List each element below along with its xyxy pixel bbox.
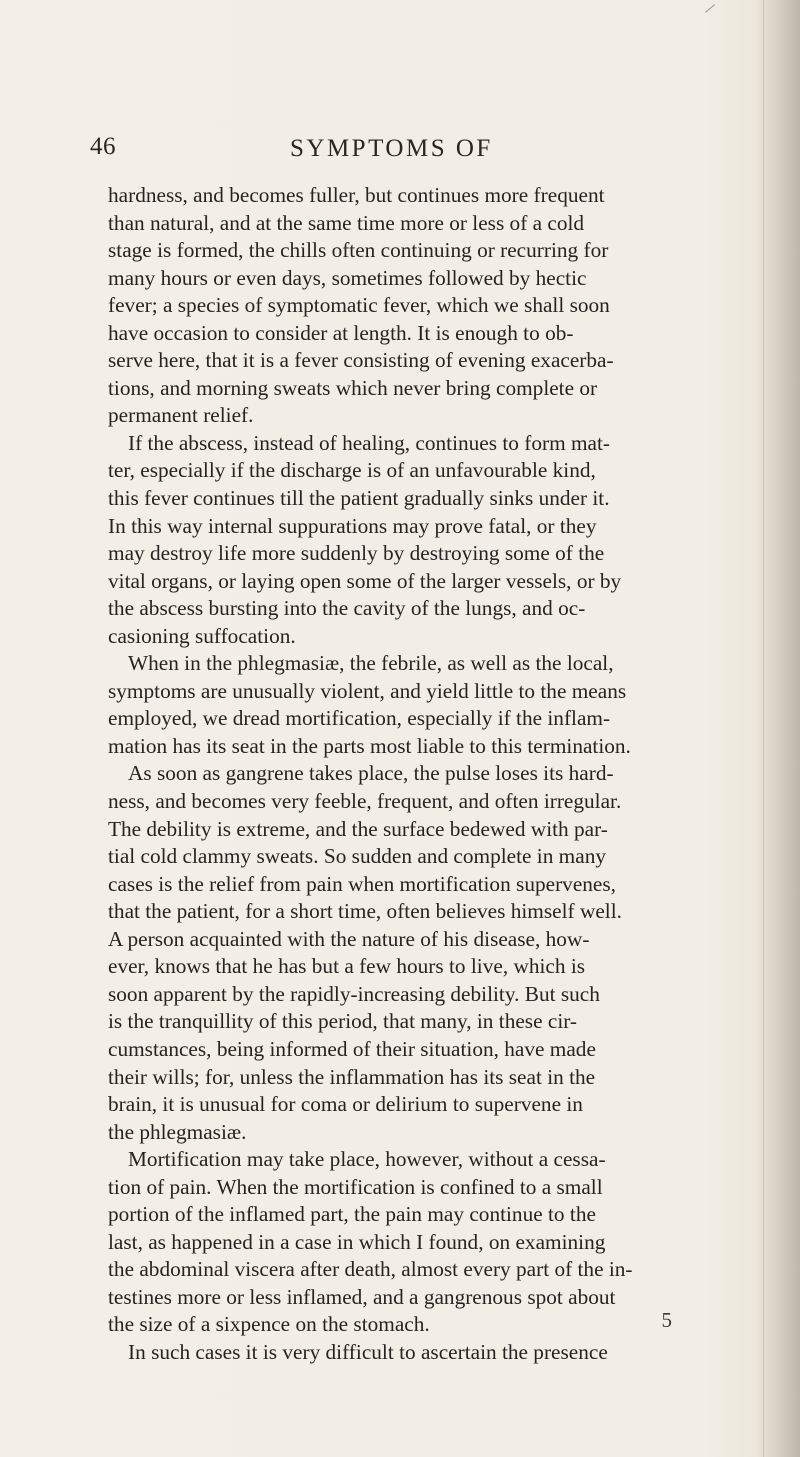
text-line: ness, and becomes very feeble, frequent, and often irregular. [108,789,622,814]
page-fold-line [763,0,764,1457]
text-line: last, as happened in a case in which I found, on examining [108,1229,606,1254]
text-line: portion of the inflamed part, the pain may continue to the [108,1202,596,1227]
text-line: have occasion to consider at length. It is enough to ob- [108,320,574,345]
text-line: casioning suffocation. [108,623,296,648]
body-text [108,182,738,1367]
text-line: cases is the relief from pain when mortification supervenes, [108,871,616,896]
text-line: stage is formed, the chills often continuing or recurring for [108,238,609,263]
page-number: 46 [90,133,116,160]
text-line: the size of a sixpence on the stomach. [108,1312,430,1337]
text-line: cumstances, being informed of their situation, have made [108,1036,596,1061]
text-line: may destroy life more suddenly by destroying some of the [108,541,605,566]
text-line: tial cold clammy sweats. So sudden and complete in many [108,844,607,869]
paragraph-start-line: When in the phlegmasiæ, the febrile, as well as the local, [128,651,614,676]
text-line: brain, it is unusual for coma or delirium to supervene in [108,1092,583,1117]
text-line: The debility is extreme, and the surface bedewed with par- [108,816,608,841]
text-line: is the tranquillity of this period, that many, in these cir- [108,1009,577,1034]
text-line: the phlegmasiæ. [108,1119,247,1144]
page-footer [88,1308,728,1342]
text-line: ter, especially if the discharge is of an unfavourable kind, [108,458,596,483]
text-line: their wills; for, unless the inflammation has its seat in the [108,1064,596,1089]
text-line: symptoms are unusually violent, and yield little to the means [108,678,627,703]
text-line: soon apparent by the rapidly-increasing debility. But such [108,981,600,1006]
paragraph-start-line: Mortification may take place, however, without a cessa- [128,1147,606,1172]
corner-mark [705,4,715,12]
signature-mark: 5 [661,1308,672,1332]
paragraph-start-line: As soon as gangrene takes place, the pulse loses its hard- [128,761,614,786]
text-line: ever, knows that he has but a few hours to live, which is [108,954,586,979]
text-line: hardness, and becomes fuller, but continues more frequent [108,183,605,207]
text-line: serve here, that it is a fever consisting of evening exacerba- [108,348,614,373]
page-header [90,133,730,173]
text-line: the abscess bursting into the cavity of the lungs, and oc- [108,596,586,621]
text-line: tions, and morning sweats which never bring complete or [108,375,598,400]
text-line: A person acquainted with the nature of his disease, how- [108,926,590,951]
text-line: fever; a species of symptomatic fever, which we shall soon [108,293,610,318]
text-line: vital organs, or laying open some of the larger vessels, or by [108,568,622,593]
text-line: permanent relief. [108,403,254,428]
text-line: In this way internal suppurations may prove fatal, or they [108,513,597,538]
text-line: employed, we dread mortification, especially if the inflam- [108,706,611,731]
running-head: SYMPTOMS OF [290,135,493,162]
text-line: than natural, and at the same time more or less of a cold [108,210,585,235]
paragraph-start-line: If the abscess, instead of healing, continues to form mat- [128,430,610,455]
text-line: the abdominal viscera after death, almost every part of the in- [108,1257,633,1282]
text-line: that the patient, for a short time, often believes himself well. [108,899,622,924]
text-line: testines more or less inflamed, and a gangrenous spot about [108,1284,616,1309]
text-line: this fever continues till the patient gradually sinks under it. [108,486,610,511]
text-line: mation has its seat in the parts most liable to this termination. [108,733,631,758]
text-line: many hours or even days, sometimes followed by hectic [108,265,587,290]
paragraph-start-line: In such cases it is very difficult to ascertain the presence [128,1339,608,1364]
text-line: tion of pain. When the mortification is confined to a small [108,1174,603,1199]
